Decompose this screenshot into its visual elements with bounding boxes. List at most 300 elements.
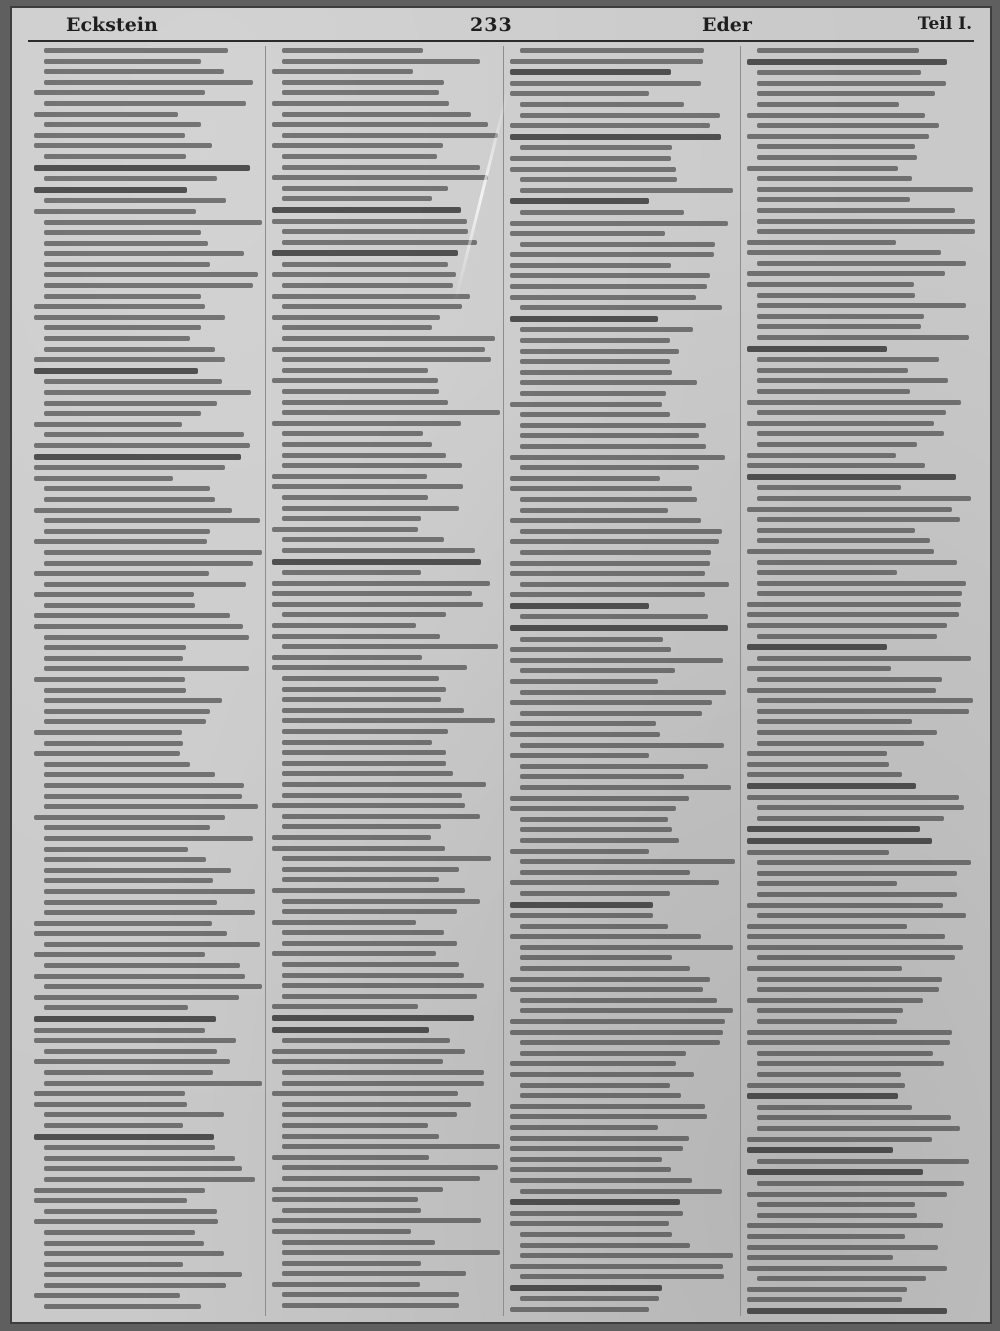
entry-line-placeholder	[44, 709, 210, 714]
entry-line-placeholder	[34, 443, 250, 448]
entry-line-placeholder	[510, 934, 701, 939]
entry-line-placeholder	[757, 656, 971, 661]
entry-line-placeholder	[272, 143, 443, 148]
entry-line-placeholder	[747, 998, 922, 1003]
entry-line-placeholder	[747, 1040, 949, 1045]
entry-line-placeholder	[757, 1072, 901, 1077]
entry-line-placeholder	[44, 942, 260, 947]
entry-line-placeholder	[520, 924, 668, 929]
entry-line-placeholder	[747, 1147, 893, 1153]
entry-line-placeholder	[510, 263, 672, 268]
entry-line-placeholder	[510, 913, 654, 918]
entry-line-placeholder	[282, 1112, 457, 1117]
entry-line-placeholder	[44, 59, 201, 64]
entry-line-placeholder	[747, 1223, 943, 1228]
entry-line-placeholder	[757, 1213, 917, 1218]
entry-line-placeholder	[510, 1264, 724, 1269]
entry-line-placeholder	[757, 1276, 926, 1281]
entry-line-placeholder	[757, 261, 966, 266]
entry-line-placeholder	[747, 1169, 922, 1175]
entry-line-placeholder	[757, 496, 971, 501]
entry-line-placeholder	[34, 952, 205, 957]
entry-line-placeholder	[282, 229, 469, 234]
entry-line-placeholder	[272, 1049, 465, 1054]
entry-line-placeholder	[282, 262, 448, 267]
entry-line-placeholder	[272, 1015, 474, 1021]
entry-line-placeholder	[757, 1115, 950, 1120]
entry-line-placeholder	[272, 474, 427, 479]
entry-line-placeholder	[282, 899, 480, 904]
entry-line-placeholder	[282, 1176, 480, 1181]
entry-line-placeholder	[282, 453, 446, 458]
entry-line-placeholder	[272, 1059, 443, 1064]
entry-line-placeholder	[44, 1262, 183, 1267]
entry-line-placeholder	[282, 1271, 466, 1276]
entry-line-placeholder	[747, 421, 934, 426]
entry-line-placeholder	[282, 1144, 500, 1149]
entry-line-placeholder	[282, 186, 448, 191]
entry-line-placeholder	[510, 134, 721, 140]
entry-line-placeholder	[520, 305, 722, 310]
entry-line-placeholder	[282, 1303, 460, 1308]
entry-line-placeholder	[510, 1030, 724, 1035]
entry-line-placeholder	[747, 134, 929, 139]
entry-line-placeholder	[44, 1251, 224, 1256]
entry-line-placeholder	[34, 921, 212, 926]
entry-line-placeholder	[520, 711, 702, 716]
entry-line-placeholder	[282, 1102, 471, 1107]
entry-line-placeholder	[282, 537, 444, 542]
entry-line-placeholder	[520, 508, 668, 513]
entry-line-placeholder	[282, 165, 480, 170]
entry-line-placeholder	[757, 293, 914, 298]
entry-line-placeholder	[747, 666, 891, 671]
entry-line-placeholder	[757, 987, 939, 992]
entry-line-placeholder	[44, 1230, 195, 1235]
entry-line-placeholder	[520, 48, 704, 53]
entry-line-placeholder	[272, 527, 418, 532]
entry-line-placeholder	[757, 176, 912, 181]
entry-line-placeholder	[44, 963, 240, 968]
entry-line-placeholder	[747, 924, 907, 929]
entry-line-placeholder	[510, 977, 710, 982]
entry-line-placeholder	[510, 252, 715, 257]
page-number: 233	[470, 14, 513, 36]
entry-line-placeholder	[747, 549, 934, 554]
entry-line-placeholder	[510, 849, 649, 854]
entry-line-placeholder	[44, 804, 258, 809]
entry-line-placeholder	[510, 647, 672, 652]
entry-line-placeholder	[44, 390, 251, 395]
entry-line-placeholder	[510, 625, 728, 631]
entry-line-placeholder	[757, 187, 973, 192]
entry-line-placeholder	[757, 581, 966, 586]
entry-line-placeholder	[272, 1027, 429, 1033]
entry-line-placeholder	[510, 1072, 694, 1077]
entry-line-placeholder	[282, 80, 444, 85]
entry-line-placeholder	[520, 391, 666, 396]
entry-line-placeholder	[282, 1250, 500, 1255]
running-head-left: Eckstein	[66, 14, 158, 36]
entry-line-placeholder	[272, 219, 468, 224]
entry-line-placeholder	[747, 400, 961, 405]
entry-line-placeholder	[520, 380, 698, 385]
entry-line-placeholder	[757, 324, 921, 329]
entry-line-placeholder	[520, 188, 734, 193]
entry-line-placeholder	[34, 304, 205, 309]
entry-line-placeholder	[44, 80, 253, 85]
entry-line-placeholder	[282, 962, 460, 967]
entry-line-placeholder	[520, 637, 664, 642]
entry-line-placeholder	[44, 1272, 242, 1277]
entry-line-placeholder	[34, 1102, 187, 1107]
entry-line-placeholder	[757, 719, 912, 724]
entry-line-placeholder	[44, 262, 210, 267]
entry-line-placeholder	[510, 1199, 681, 1205]
entry-line-placeholder	[520, 327, 693, 332]
entry-line-placeholder	[282, 1208, 421, 1213]
entry-line-placeholder	[757, 485, 901, 490]
entry-line-placeholder	[282, 761, 446, 766]
entry-line-placeholder	[757, 378, 948, 383]
entry-line-placeholder	[510, 455, 726, 460]
entry-line-placeholder	[757, 517, 959, 522]
entry-line-placeholder	[44, 1241, 204, 1246]
entry-line-placeholder	[282, 644, 498, 649]
entry-line-placeholder	[44, 603, 195, 608]
entry-line-placeholder	[34, 465, 225, 470]
entry-line-placeholder	[44, 1112, 224, 1117]
entry-line-placeholder	[272, 175, 488, 180]
entry-line-placeholder	[34, 815, 225, 820]
part-label: Teil I.	[917, 14, 972, 34]
entry-line-placeholder	[282, 771, 453, 776]
entry-line-placeholder	[44, 645, 186, 650]
entry-line-placeholder	[747, 762, 889, 767]
entry-line-placeholder	[34, 1134, 214, 1140]
entry-line-placeholder	[520, 891, 671, 896]
entry-line-placeholder	[282, 336, 496, 341]
entry-line-placeholder	[757, 634, 937, 639]
entry-line-placeholder	[44, 1005, 188, 1010]
entry-line-placeholder	[520, 785, 731, 790]
entry-line-placeholder	[520, 497, 698, 502]
entry-line-placeholder	[282, 442, 433, 447]
entry-line-placeholder	[282, 133, 498, 138]
entry-line-placeholder	[747, 934, 945, 939]
entry-line-placeholder	[747, 838, 931, 844]
entry-line-placeholder	[520, 1274, 725, 1279]
entry-line-placeholder	[272, 634, 441, 639]
entry-line-placeholder	[272, 207, 461, 213]
entry-line-placeholder	[34, 539, 207, 544]
entry-line-placeholder	[44, 910, 255, 915]
entry-line-placeholder	[44, 48, 228, 53]
entry-line-placeholder	[747, 1266, 947, 1271]
entry-line-placeholder	[282, 994, 478, 999]
entry-line-placeholder	[520, 349, 680, 354]
entry-line-placeholder	[747, 453, 895, 458]
entry-line-placeholder	[272, 655, 423, 660]
entry-line-placeholder	[520, 1051, 686, 1056]
entry-line-placeholder	[520, 550, 711, 555]
entry-line-placeholder	[747, 166, 898, 171]
entry-line-placeholder	[757, 144, 914, 149]
entry-line-placeholder	[272, 623, 416, 628]
entry-line-placeholder	[520, 1040, 720, 1045]
entry-line-placeholder	[44, 1049, 217, 1054]
entry-line-placeholder	[44, 1209, 217, 1214]
entry-line-placeholder	[757, 442, 917, 447]
entry-line-placeholder	[44, 762, 190, 767]
entry-line-placeholder	[747, 795, 958, 800]
entry-line-placeholder	[757, 81, 946, 86]
entry-line-placeholder	[510, 1178, 692, 1183]
entry-line-placeholder	[520, 966, 691, 971]
entry-line-placeholder	[510, 1114, 708, 1119]
entry-line-placeholder	[757, 91, 935, 96]
entry-line-placeholder	[282, 856, 491, 861]
entry-line-placeholder	[520, 113, 720, 118]
entry-line-placeholder	[282, 196, 433, 201]
entry-line-placeholder	[272, 1229, 411, 1234]
entry-line-placeholder	[272, 122, 488, 127]
entry-line-placeholder	[510, 295, 697, 300]
entry-line-placeholder	[282, 697, 442, 702]
entry-line-placeholder	[510, 1167, 672, 1172]
entry-line-placeholder	[510, 1104, 706, 1109]
entry-line-placeholder	[282, 973, 464, 978]
entry-line-placeholder	[282, 740, 433, 745]
entry-line-placeholder	[282, 154, 437, 159]
entry-line-placeholder	[747, 903, 943, 908]
entry-line-placeholder	[34, 571, 209, 576]
entry-line-placeholder	[757, 1159, 968, 1164]
entry-line-placeholder	[747, 250, 940, 255]
entry-line-placeholder	[747, 1234, 904, 1239]
entry-line-placeholder	[282, 516, 421, 521]
entry-line-placeholder	[282, 676, 439, 681]
entry-line-placeholder	[282, 729, 448, 734]
entry-line-placeholder	[34, 931, 227, 936]
entry-line-placeholder	[757, 1105, 912, 1110]
entry-line-placeholder	[34, 995, 239, 1000]
entry-line-placeholder	[747, 783, 916, 789]
entry-line-placeholder	[44, 1081, 262, 1086]
entry-line-placeholder	[747, 1287, 907, 1292]
entry-line-placeholder	[510, 987, 703, 992]
entry-line-placeholder	[510, 721, 656, 726]
entry-line-placeholder	[44, 794, 242, 799]
entry-line-placeholder	[44, 154, 186, 159]
entry-line-placeholder	[282, 357, 491, 362]
entry-line-placeholder	[272, 602, 483, 607]
entry-line-placeholder	[757, 892, 957, 897]
entry-line-placeholder	[747, 1255, 893, 1260]
entry-line-placeholder	[272, 1091, 459, 1096]
entry-line-placeholder	[272, 1004, 418, 1009]
entry-line-placeholder	[520, 444, 707, 449]
entry-line-placeholder	[510, 59, 703, 64]
page-header	[28, 12, 974, 42]
entry-line-placeholder	[747, 113, 925, 118]
entry-line-placeholder	[520, 838, 680, 843]
entry-line-placeholder	[282, 782, 487, 787]
entry-line-placeholder	[44, 69, 224, 74]
entry-line-placeholder	[34, 624, 243, 629]
entry-line-placeholder	[747, 59, 947, 65]
entry-line-placeholder	[757, 357, 939, 362]
entry-line-placeholder	[520, 998, 718, 1003]
entry-line-placeholder	[272, 951, 436, 956]
entry-line-placeholder	[282, 506, 460, 511]
entry-line-placeholder	[282, 1070, 484, 1075]
entry-line-placeholder	[757, 1126, 959, 1131]
entry-line-placeholder	[34, 1198, 187, 1203]
entry-line-placeholder	[747, 623, 947, 628]
entry-line-placeholder	[34, 422, 182, 427]
entry-line-placeholder	[282, 48, 424, 53]
entry-line-placeholder	[34, 90, 205, 95]
entry-line-placeholder	[510, 1157, 663, 1162]
entry-line-placeholder	[520, 465, 700, 470]
entry-line-placeholder	[44, 486, 210, 491]
entry-line-placeholder	[747, 1083, 904, 1088]
entry-line-placeholder	[34, 1293, 180, 1298]
entry-line-placeholder	[34, 974, 245, 979]
entry-line-placeholder	[510, 1285, 663, 1291]
entry-line-placeholder	[520, 102, 684, 107]
entry-line-placeholder	[757, 123, 939, 128]
entry-line-placeholder	[757, 335, 968, 340]
entry-line-placeholder	[757, 1008, 903, 1013]
entry-line-placeholder	[272, 347, 486, 352]
entry-line-placeholder	[747, 1192, 947, 1197]
column-2	[266, 46, 504, 1316]
entry-line-placeholder	[757, 1202, 914, 1207]
entry-line-placeholder	[44, 825, 210, 830]
entry-line-placeholder	[272, 484, 463, 489]
entry-line-placeholder	[520, 210, 684, 215]
entry-line-placeholder	[282, 718, 496, 723]
entry-line-placeholder	[757, 698, 973, 703]
entry-line-placeholder	[34, 368, 198, 374]
entry-line-placeholder	[282, 400, 448, 405]
entry-line-placeholder	[757, 528, 914, 533]
entry-line-placeholder	[44, 1177, 255, 1182]
entry-line-placeholder	[757, 368, 908, 373]
entry-line-placeholder	[34, 1059, 230, 1064]
entry-line-placeholder	[757, 677, 941, 682]
entry-line-placeholder	[34, 133, 185, 138]
entry-line-placeholder	[34, 1091, 185, 1096]
entry-line-placeholder	[510, 1211, 683, 1216]
entry-line-placeholder	[44, 1283, 226, 1288]
entry-line-placeholder	[44, 1166, 242, 1171]
entry-line-placeholder	[520, 870, 691, 875]
entry-line-placeholder	[282, 877, 439, 882]
entry-line-placeholder	[282, 1292, 460, 1297]
entry-line-placeholder	[757, 730, 937, 735]
entry-line-placeholder	[510, 1061, 676, 1066]
entry-line-placeholder	[282, 909, 457, 914]
entry-line-placeholder	[282, 389, 439, 394]
entry-line-placeholder	[34, 165, 250, 171]
entry-line-placeholder	[757, 955, 955, 960]
entry-line-placeholder	[272, 250, 459, 256]
entry-line-placeholder	[510, 284, 708, 289]
entry-line-placeholder	[757, 709, 968, 714]
entry-line-placeholder	[272, 803, 465, 808]
entry-line-placeholder	[757, 805, 964, 810]
entry-line-placeholder	[747, 240, 895, 245]
entry-line-placeholder	[34, 209, 196, 214]
entry-line-placeholder	[34, 1038, 236, 1043]
entry-line-placeholder	[520, 433, 700, 438]
entry-line-placeholder	[757, 410, 946, 415]
entry-line-placeholder	[44, 878, 213, 883]
entry-line-placeholder	[272, 665, 468, 670]
entry-line-placeholder	[34, 730, 182, 735]
entry-line-placeholder	[44, 176, 217, 181]
entry-line-placeholder	[272, 1197, 418, 1202]
entry-line-placeholder	[282, 793, 462, 798]
entry-line-placeholder	[34, 751, 180, 756]
entry-line-placeholder	[272, 591, 472, 596]
entry-line-placeholder	[757, 102, 899, 107]
entry-line-placeholder	[34, 613, 230, 618]
entry-line-placeholder	[44, 325, 201, 330]
entry-line-placeholder	[520, 582, 729, 587]
entry-line-placeholder	[34, 454, 241, 460]
entry-line-placeholder	[510, 806, 676, 811]
entry-line-placeholder	[510, 561, 710, 566]
entry-line-placeholder	[44, 889, 255, 894]
entry-line-placeholder	[44, 783, 244, 788]
entry-line-placeholder	[282, 708, 464, 713]
entry-line-placeholder	[510, 902, 654, 908]
entry-line-placeholder	[510, 167, 676, 172]
entry-line-placeholder	[282, 548, 475, 553]
entry-line-placeholder	[44, 283, 253, 288]
entry-line-placeholder	[44, 1304, 201, 1309]
entry-line-placeholder	[282, 283, 453, 288]
entry-line-placeholder	[520, 1189, 722, 1194]
entry-line-placeholder	[44, 401, 217, 406]
entry-line-placeholder	[520, 668, 675, 673]
entry-line-placeholder	[44, 772, 215, 777]
entry-line-placeholder	[757, 977, 941, 982]
entry-line-placeholder	[34, 357, 225, 362]
entry-line-placeholder	[282, 410, 500, 415]
entry-line-placeholder	[757, 741, 923, 746]
entry-line-placeholder	[510, 1019, 726, 1024]
entry-line-placeholder	[747, 644, 886, 650]
entry-line-placeholder	[282, 612, 446, 617]
entry-line-placeholder	[44, 379, 222, 384]
entry-line-placeholder	[747, 945, 963, 950]
entry-line-placeholder	[757, 431, 944, 436]
entry-line-placeholder	[44, 550, 262, 555]
entry-line-placeholder	[757, 229, 975, 234]
entry-line-placeholder	[282, 59, 480, 64]
entry-line-placeholder	[520, 817, 668, 822]
entry-line-placeholder	[272, 835, 432, 840]
entry-line-placeholder	[282, 90, 439, 95]
entry-line-placeholder	[272, 421, 461, 426]
entry-line-placeholder	[520, 827, 673, 832]
entry-line-placeholder	[520, 945, 734, 950]
